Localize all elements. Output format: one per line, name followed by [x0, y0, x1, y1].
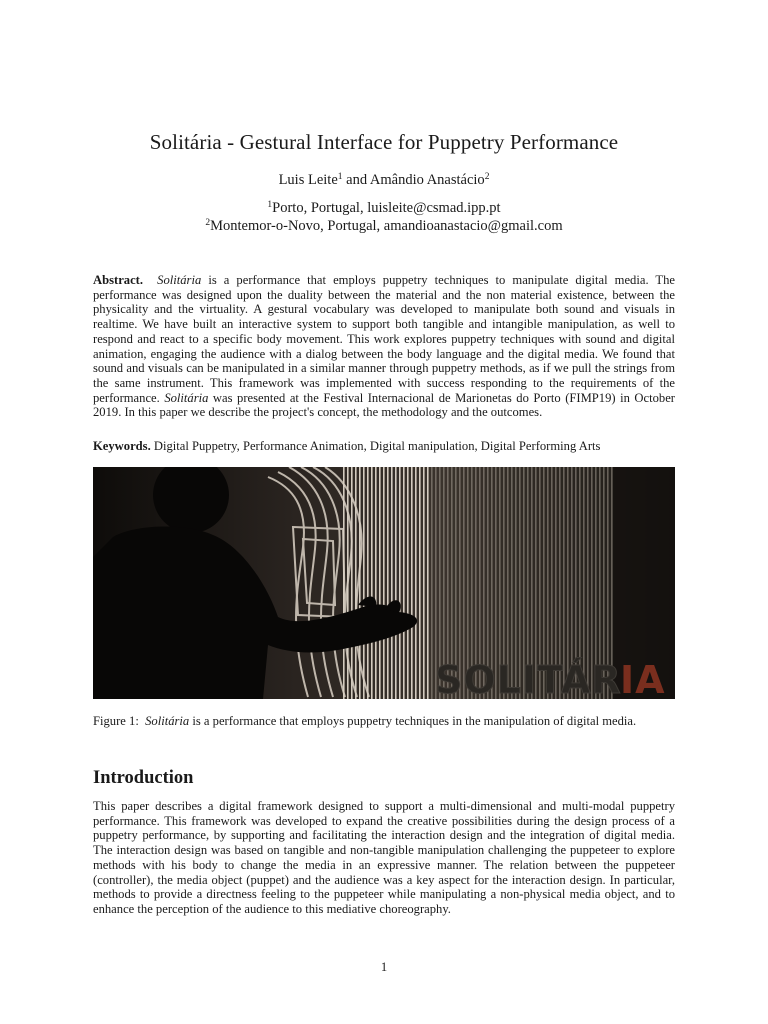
abstract-text: is a performance that employs puppetry techniques to manipulate digital media. The performance was designed upon the duality between the material and the non material existence, between the physicality and the virtuality. A gestural vocabulary was developed to manipulate both sound and visuals in realtime. We have built an interactive system to support both tangible and intangible manipulation, as well to respond and react to a specific body movement. This work explores puppetry techniques with sound and digital animation, engaging the audience with a dialog between the body language and the digital media. We found that sound and visuals can be manipulated in a similar manner through puppetry methods, as if we pull the strings from the same instrument. This framework was implemented with success responding to the requirements of the performance. — [93, 273, 676, 405]
author-name: Amândio Anastácio — [369, 172, 485, 188]
abstract-label: Abstract. — [93, 273, 144, 287]
abstract-italic-title: Solitária — [157, 273, 202, 287]
introduction-paragraph: This paper describes a digital framework designed to support a multi-dimensional and multi-modal puppetry performance. This framework was developed to expand the creative possibilities during the design process of a puppetry performance, by supporting and facilitating the interaction design and the integration of digital media. The interaction design was based on tangible and non-tangible manipulation challenging the puppeteer to explore methods with his body to change the media in an expressive manner. The relation between the puppeteer (controller), the media object (puppet) and the audience was a key aspect for the interaction design. In particular, methods to provide a directness feeling to the puppeteer while manipulating a non-physical media object, and to enhance the perception of the audience to this mediative choreography. — [93, 799, 675, 916]
affiliation-2 — [0, 218, 768, 235]
author-affiliation-mark: 2 — [484, 172, 490, 182]
abstract-italic-title: Solitária — [164, 390, 209, 405]
affiliation-mark: 2 — [205, 218, 211, 228]
affiliation-1 — [0, 200, 768, 217]
figure-caption — [93, 714, 675, 729]
page-number: 1 — [380, 960, 388, 974]
affiliation-text: Montemor-o-Novo, Portugal, amandioanastacio@gmail.com — [210, 218, 563, 234]
caption-italic-title: Solitária — [145, 714, 190, 728]
author-conjunction: and — [342, 172, 370, 188]
keywords-text: Digital Puppetry, Performance Animation, Digital manipulation, Digital Performing Arts — [153, 439, 601, 453]
caption-text: is a performance that employs puppetry techniques in the manipulation of digital media. — [189, 714, 637, 728]
affiliation-text: Porto, Portugal, luisleite@csmad.ipp.pt — [272, 200, 501, 216]
abstract-text: was presented at the Festival Internacional de Marionetas do Porto (FIMP19) in October 2019. In this paper we describe the project's concept, the methodology and the outcomes. — [93, 390, 675, 420]
caption-label: Figure 1: — [93, 714, 139, 728]
figure-overlay-title-accent: IA — [620, 658, 666, 699]
paper-title: Solitária - Gestural Interface for Puppetry Performance — [149, 130, 619, 154]
keywords-line — [93, 439, 693, 454]
abstract-paragraph — [93, 273, 675, 420]
author-name: Luis Leite — [278, 172, 338, 188]
section-heading-introduction: Introduction — [93, 768, 194, 788]
figure-overlay-title: SOLITÁR — [435, 658, 622, 699]
affiliation-mark: 1 — [267, 200, 273, 210]
keywords-label: Keywords. — [93, 439, 151, 453]
performance-photo-illustration — [93, 467, 675, 699]
author-line — [0, 172, 768, 189]
figure-1-photo — [93, 467, 675, 699]
author-affiliation-mark: 1 — [337, 172, 343, 182]
